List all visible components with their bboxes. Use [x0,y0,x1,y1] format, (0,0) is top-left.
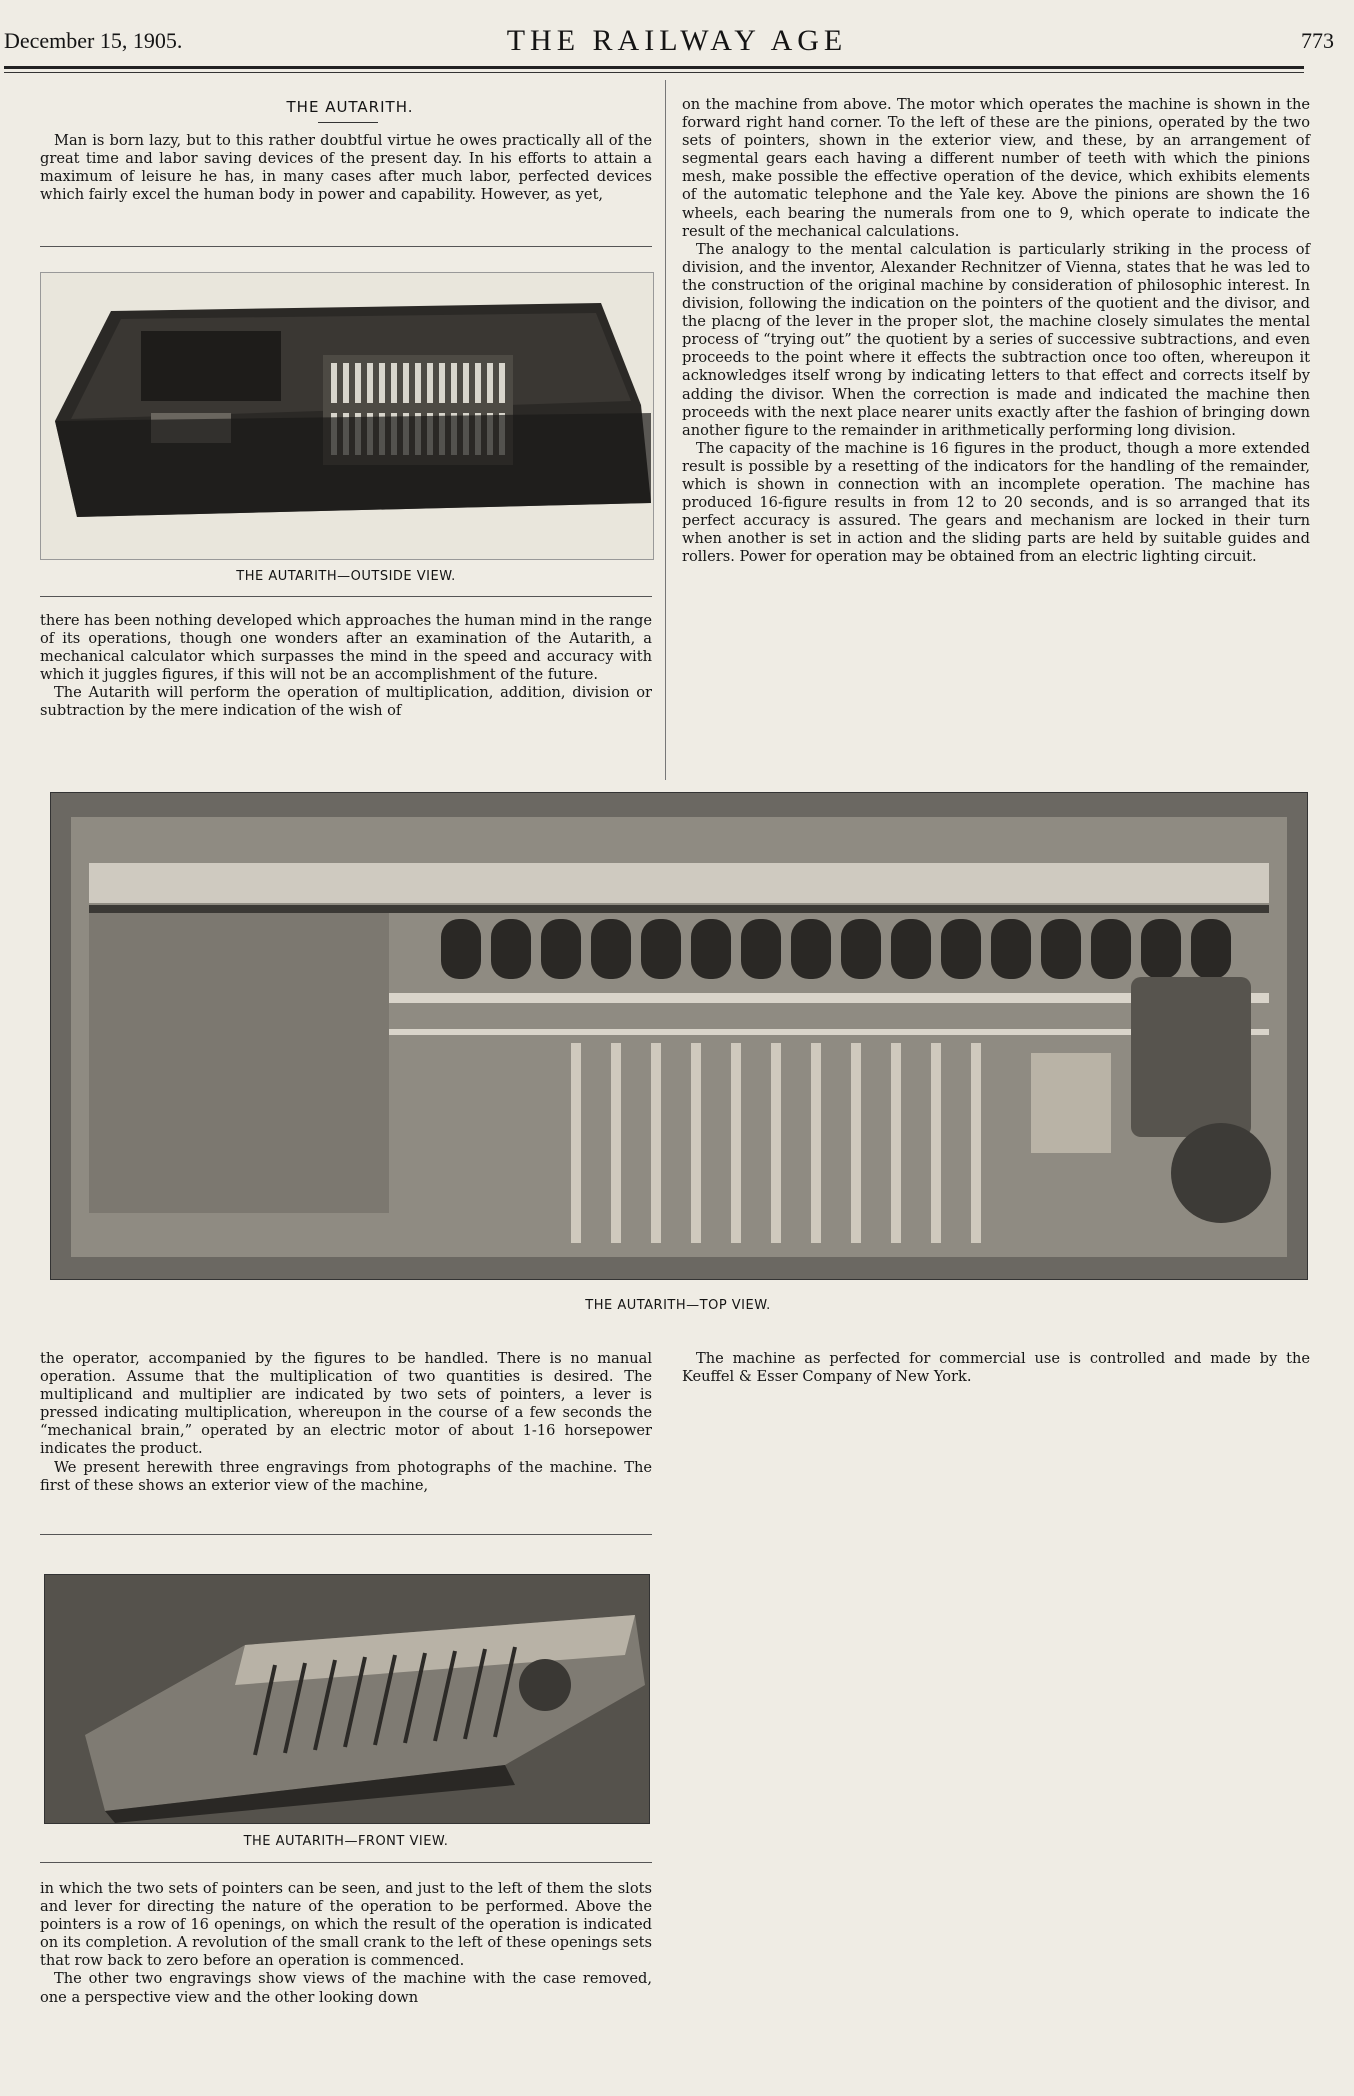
page-number: 773 [1301,28,1334,53]
section-rule [40,1862,652,1863]
machine-outside-image [41,273,653,559]
section-rule [40,1534,652,1535]
figure-top-view [50,792,1308,1280]
paragraph: The machine as perfected for commercial use is controlled and made by the Keuffel & Esser Company of New York. [682,1350,1310,1386]
figure-caption-outside: THE AUTARITH—OUTSIDE VIEW. [236,569,456,584]
paragraph: The analogy to the mental calculation is particularly striking in the process of division, and the inventor, Alexander Rechnitzer of Vienna, states that he was led to the construction of the original machine by consideration of philosophic interest. In division, following the indication on the pointers of the quotient and the divisor, and the placng of the lever in the proper slot, the machine closely simulates the mental process of “trying out” the quotient by a series of successive subtractions, and even proceeds to the point where it effects the subtraction once too often, whereupon it acknowledges itself wrong by indicating letters to that effect and corrects itself by adding the divisor. When the correction is made and indicated the machine then proceeds with the next place nearer units exactly after the fashion of bringing down another figure to the remainder in arithmetically performing long division. [682,240,1310,439]
figure-caption-front: THE AUTARITH—FRONT VIEW. [243,1834,449,1849]
paragraph: there has been nothing developed which approaches the human mind in the range of its operations, though one wonders after an examination of the Autarith, a mechanical calculator which surpasses the mind in the speed and accuracy with which it juggles figures, if this will not be an accomplishment of the future. [40,612,652,684]
paragraph: The capacity of the machine is 16 figures in the product, though a more extended result is possible by a resetting of the indicators for the handling of the remainder, which is shown in connection with an incomplete operation. The machine has produced 16-figure results in from 12 to 20 seconds, and is so arranged that its perfect accuracy is assured. The gears and mechanism are locked in their turn when another is set in action and the sliding parts are held by suitable guides and rollers. Power for operation may be obtained from an electric lighting circuit. [682,439,1310,566]
header-rule [4,66,1304,69]
paragraph: on the machine from above. The motor which operates the machine is shown in the forward right hand corner. To the left of these are the pinions, operated by the two sets of pointers, shown in the exterior view, and these, by an arrangement of segmental gears each having a different number of teeth with which the pinions mesh, make possible the effective operation of the device, which exhibits elements of the automatic telephone and the Yale key. Above the pinions are shown the 16 wheels, each bearing the numerals from one to 9, which operate to indicate the result of the mechanical calculations. [682,96,1310,240]
col1-bottom-text [40,1350,652,1495]
col2-top-text [682,96,1310,566]
col2-bottom-text [682,1350,1310,1386]
col1-mid-text [40,612,652,721]
figure-front-view [44,1574,650,1824]
issue-date: December 15, 1905. [4,28,183,53]
paragraph: Man is born lazy, but to this rather doubtful virtue he owes practically all of the great time and labor saving devices of the present day. In his efforts to attain a maximum of leisure he has, in many cases after much labor, perfected devices which fairly excel the human body in power and capability. However, as yet, [40,132,652,204]
column-divider [665,80,666,780]
article-title: THE AUTARITH. [286,98,414,116]
paragraph: The other two engravings show views of the machine with the case removed, one a perspective view and the other looking down [40,1970,652,2006]
section-rule [40,246,652,247]
figure-caption-top: THE AUTARITH—TOP VIEW. [585,1298,771,1313]
figure-outside-view [40,272,654,560]
paragraph: the operator, accompanied by the figures to be handled. There is no manual operation. Assume that the multiplication of two quantities is desired. The multiplicand and multiplier are indicated by two sets of pointers, a lever is pressed indicating multiplication, whereupon in the course of a few seconds the “mechanical brain,” operated by an electric motor of about 1-16 horsepower indicates the product. [40,1350,652,1458]
masthead: THE RAILWAY AGE [506,24,848,57]
header-rule-thin [4,72,1304,73]
machine-front-view-image [45,1575,649,1823]
col1-last-text [40,1880,652,2007]
paragraph: We present herewith three engravings from photographs of the machine. The first of these shows an exterior view of the machine, [40,1458,652,1494]
paragraph: The Autarith will perform the operation of multiplication, addition, division or subtraction by the mere indication of the wish of [40,684,652,720]
section-rule [40,596,652,597]
paragraph: in which the two sets of pointers can be seen, and just to the left of them the slots and lever for directing the nature of the operation to be performed. Above the pointers is a row of 16 openings, on which the result of the operation is indicated on its completion. A revolution of the small crank to the left of these openings sets that row back to zero before an operation is commenced. [40,1880,652,1970]
title-rule [318,122,378,123]
col1-top-text [40,132,652,204]
machine-top-view-image [51,793,1307,1279]
